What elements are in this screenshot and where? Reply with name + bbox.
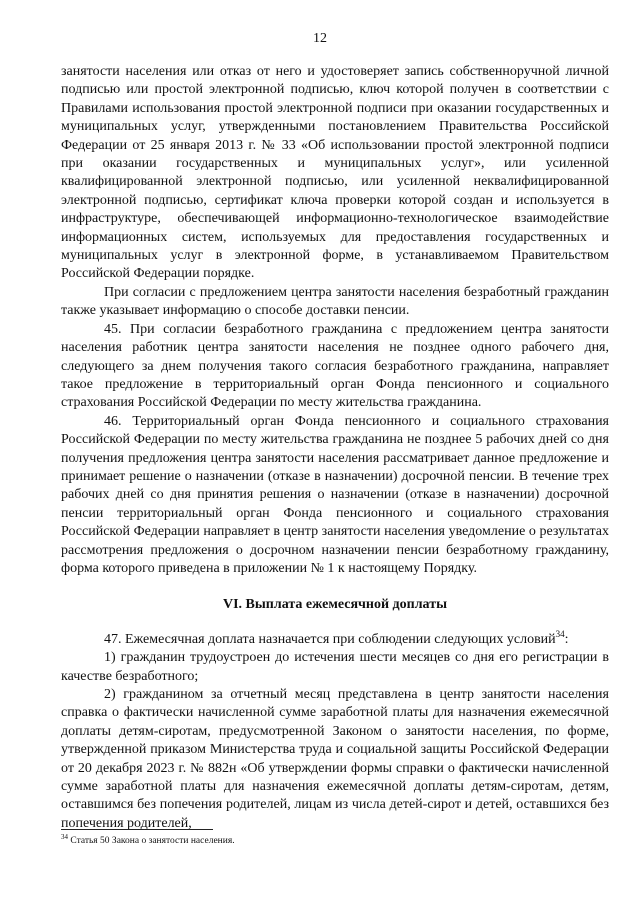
footnote-reference[interactable]: 34: [555, 628, 565, 639]
paragraph-group: [61, 649, 609, 833]
p-cont-44: занятости населения или отказ от него и удостоверяет запись собственноручной личной подписью или простой электронной подписью, ключ которой получен в соответствии с Правилами использования простой электронной подписи при оказании государственных и муниципальных услуг, утвержденными постановлением Правительства Российской Федерации от 25 января 2013 г. № 33 «Об использовании простой электронной подписи при оказании государственных и муниципальных услуг», или усиленной квалифицированной электронной подписью, или усиленной неквалифицированной электронной подписью, сертификат ключа проверки которой создан и используется в инфраструктуре, обеспечивающей информационно-технологическое взаимодействие информационных систем, используемых для предоставления государственных и муниципальных услуг в электронной форме, в устанавливаемом Правительством Российской Федерации порядке.: [61, 64, 609, 282]
paragraph-47-colon: :: [564, 631, 569, 647]
p-47-1: 1) гражданин трудоустроен до истечения шести месяцев со дня его регистрации в качестве безработного;: [61, 650, 609, 684]
footnote-text: Статья 50 Закона о занятости населения.: [68, 836, 235, 846]
page-number: 12: [313, 31, 327, 46]
paragraph-group: [61, 63, 609, 578]
paragraph-47: [61, 628, 609, 649]
section-heading: VI. Выплата ежемесячной доплаты: [222, 597, 447, 613]
footnote: [61, 833, 609, 846]
footnote-marker: 34: [61, 833, 68, 841]
footnote-separator: [61, 829, 213, 830]
body-text: [61, 63, 609, 833]
p-46: 46. Территориальный орган Фонда пенсионного и социального страхования Российской Федерации по месту жительства гражданина не позднее 5 рабочих дней со дня получения предложения центра занятости населения рассматривает данное предложение и принимает решение о назначении (отказе в назначении) досрочной пенсии. В течение трех рабочих дней со дня принятия решения о назначении (отказе в назначении) досрочной пенсии территориальный орган Фонда пенсионного и социального страхования Российской Федерации направляет в центр занятости населения уведомление о результатах рассмотрения предложения о досрочном назначении пенсии безработному гражданину, форма которого приведена в приложении № 1 к настоящему Порядку.: [61, 413, 609, 576]
p-44-consent: При согласии с предложением центра занятости населения безработный гражданин также указывает информацию о способе доставки пенсии.: [61, 284, 609, 319]
p-45: 45. При согласии безработного гражданина с предложением центра занятости населения работник центра занятости населения не позднее одного рабочего дня, следующего за днем получения такого согласия безработного гражданина, направляет такое предложение в территориальный орган Фонда пенсионного и социального страхования Российской Федерации по месту жительства гражданина.: [61, 321, 609, 411]
paragraph-47-text: 47. Ежемесячная доплата назначается при соблюдении следующих условий: [104, 631, 556, 647]
p-47-2: 2) гражданином за отчетный месяц представлена в центр занятости населения справка о фактически начисленной сумме заработной платы для назначения ежемесячной доплаты детям-сиротам, предусмотренной Законом о занятости населения, по форме, утвержденной приказом Министерства труда и социальной защиты Российской Федерации от 20 декабря 2023 г. № 882н «Об утверждении формы справки о фактически начисленной сумме заработной платы для назначения ежемесячной доплаты детям-сиротам, детям, оставшимся без попечения родителей, лицам из числа детей-сирот и детей, оставшихся без попечения родителей,: [61, 687, 609, 831]
